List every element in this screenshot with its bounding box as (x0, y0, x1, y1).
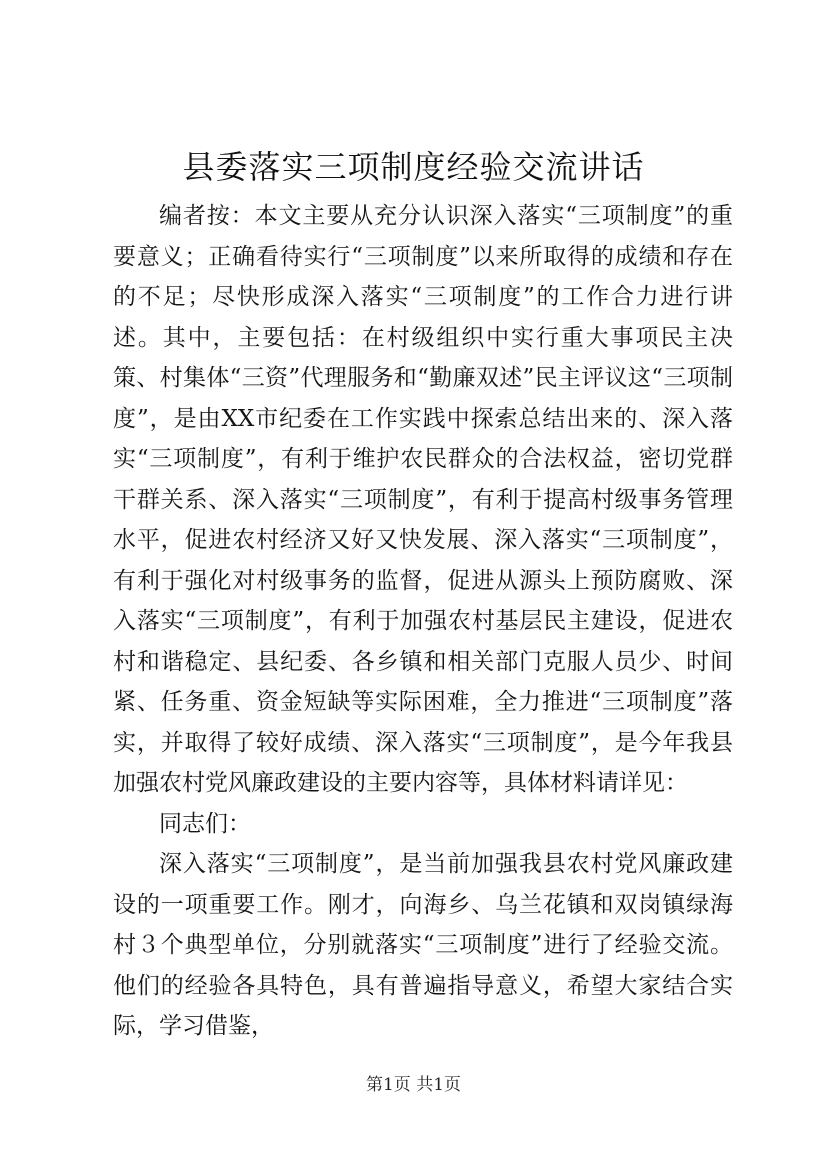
editor-note-paragraph: 编者按：本文主要从充分认识深入落实“三项制度”的重要意义；正确看待实行“三项制度”以来所取得的成绩和存在的不足；尽快形成深入落实“三项制度”的工作合力进行讲述。其中，主要包括：在村级组织中实行重大事项民主决策、村集体“三资”代理服务和“勤廉双述”民主评议这“三项制度”，是由XX市纪委在工作实践中探索总结出来的、深入落实“三项制度”，有利于维护农民群众的合法权益，密切党群干群关系、深入落实“三项制度”，有利于提高村级事务管理水平，促进农村经济又好又快发展、深入落实“三项制度”，有利于强化对村级事务的监督，促进从源头上预防腐败、深入落实“三项制度”，有利于加强农村基层民主建设，促进农村和谐稳定、县纪委、各乡镇和相关部门克服人员少、时间紧、任务重、资金短缺等实际困难，全力推进“三项制度”落实，并取得了较好成绩、深入落实“三项制度”，是今年我县加强农村党风廉政建设的主要内容等，具体材料请详见： (113, 203, 733, 796)
document-body (113, 196, 733, 1047)
page-number-footer: 第1页 共1页 (365, 1075, 462, 1095)
body-paragraph: 深入落实“三项制度”，是当前加强我县农村党风廉政建设的一项重要工作。刚才，向海乡、乌兰花镇和双岗镇绿海村３个典型单位，分别就落实“三项制度”进行了经验交流。他们的经验各具特色，具有普遍指导意义，希望大家结合实际，学习借鉴， (113, 851, 733, 1039)
document-title: 县委落实三项制度经验交流讲话 (182, 148, 645, 186)
salutation-paragraph: 同志们： (159, 810, 251, 837)
